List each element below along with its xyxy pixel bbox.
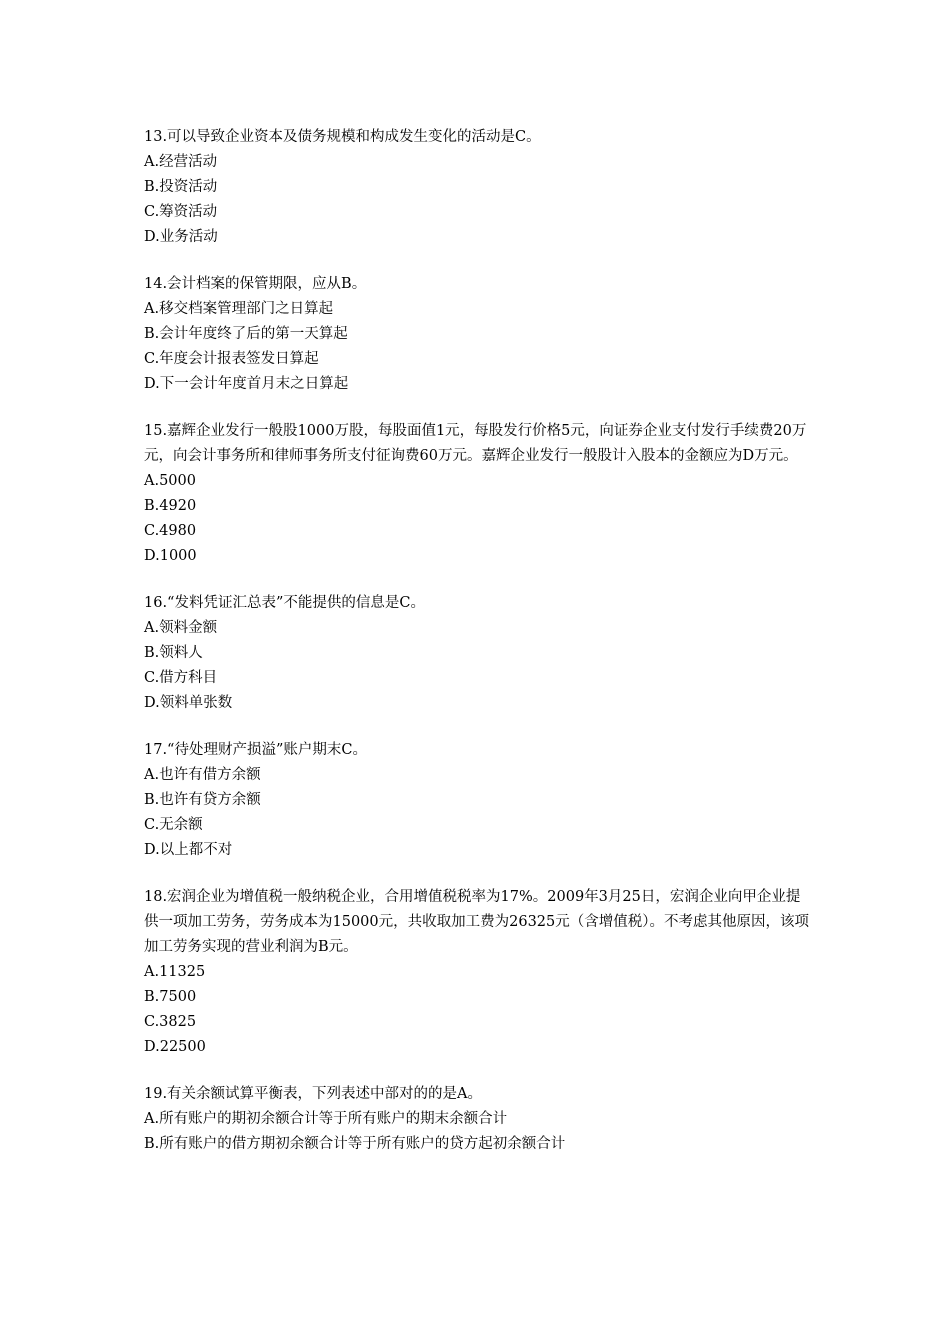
option-a: A.移交档案管理部门之日算起: [144, 301, 334, 317]
option-d: D.业务活动: [144, 229, 218, 245]
question-stem: 19.有关余额试算平衡表，下列表述中部对的的是A。: [144, 1086, 483, 1102]
option-b: B.7500: [144, 989, 197, 1005]
option-c: C.4980: [144, 523, 197, 539]
question-stem: 16.“发料凭证汇总表”不能提供的信息是C。: [144, 595, 425, 611]
option-c: C.筹资活动: [144, 204, 218, 220]
option-b: B.所有账户的借方期初余额合计等于所有账户的贷方起初余额合计: [144, 1136, 566, 1152]
option-d: D.1000: [144, 548, 197, 564]
question-stem: 14.会计档案的保管期限，应从B。: [144, 276, 367, 292]
option-b: B.4920: [144, 498, 197, 514]
question-stem: 13.可以导致企业资本及债务规模和构成发生变化的活动是C。: [144, 129, 541, 145]
question-13: [144, 125, 814, 250]
option-c: C.年度会计报表签发日算起: [144, 351, 319, 367]
question-16: [144, 591, 814, 716]
question-19: [144, 1082, 814, 1157]
question-17: [144, 738, 814, 863]
option-a: A.5000: [144, 473, 196, 489]
option-b: B.领料人: [144, 645, 203, 661]
option-b: B.会计年度终了后的第一天算起: [144, 326, 348, 342]
option-a: A.领料金额: [144, 620, 218, 636]
option-b: B.投资活动: [144, 179, 218, 195]
question-stem: 17.“待处理财产损溢”账户期末C。: [144, 742, 367, 758]
question-stem: 15.嘉辉企业发行一般股1000万股，每股面值1元，每股发行价格5元，向证券企业支付发行手续费20万元，向会计事务所和律师事务所支付征询费60万元。嘉辉企业发行一般股计入股本的金额应为D万元。: [144, 423, 807, 464]
option-a: A.经营活动: [144, 154, 218, 170]
option-c: C.无余额: [144, 817, 203, 833]
question-stem: 18.宏润企业为增值税一般纳税企业，合用增值税税率为17%。2009年3月25日，宏润企业向甲企业提供一项加工劳务，劳务成本为15000元，共收取加工费为26325元（含增值税）。不考虑其他原因，该项加工劳务实现的营业利润为B元。: [144, 889, 809, 955]
document-body: [144, 125, 814, 1179]
option-d: D.以上都不对: [144, 842, 233, 858]
question-18: [144, 885, 814, 1060]
option-d: D.领料单张数: [144, 695, 233, 711]
option-a: A.也许有借方余额: [144, 767, 261, 783]
question-15: [144, 419, 814, 569]
question-14: [144, 272, 814, 397]
option-d: D.22500: [144, 1039, 206, 1055]
option-a: A.所有账户的期初余额合计等于所有账户的期末余额合计: [144, 1111, 508, 1127]
option-d: D.下一会计年度首月末之日算起: [144, 376, 349, 392]
option-c: C.借方科目: [144, 670, 218, 686]
option-c: C.3825: [144, 1014, 197, 1030]
option-b: B.也许有贷方余额: [144, 792, 261, 808]
option-a: A.11325: [144, 964, 206, 980]
